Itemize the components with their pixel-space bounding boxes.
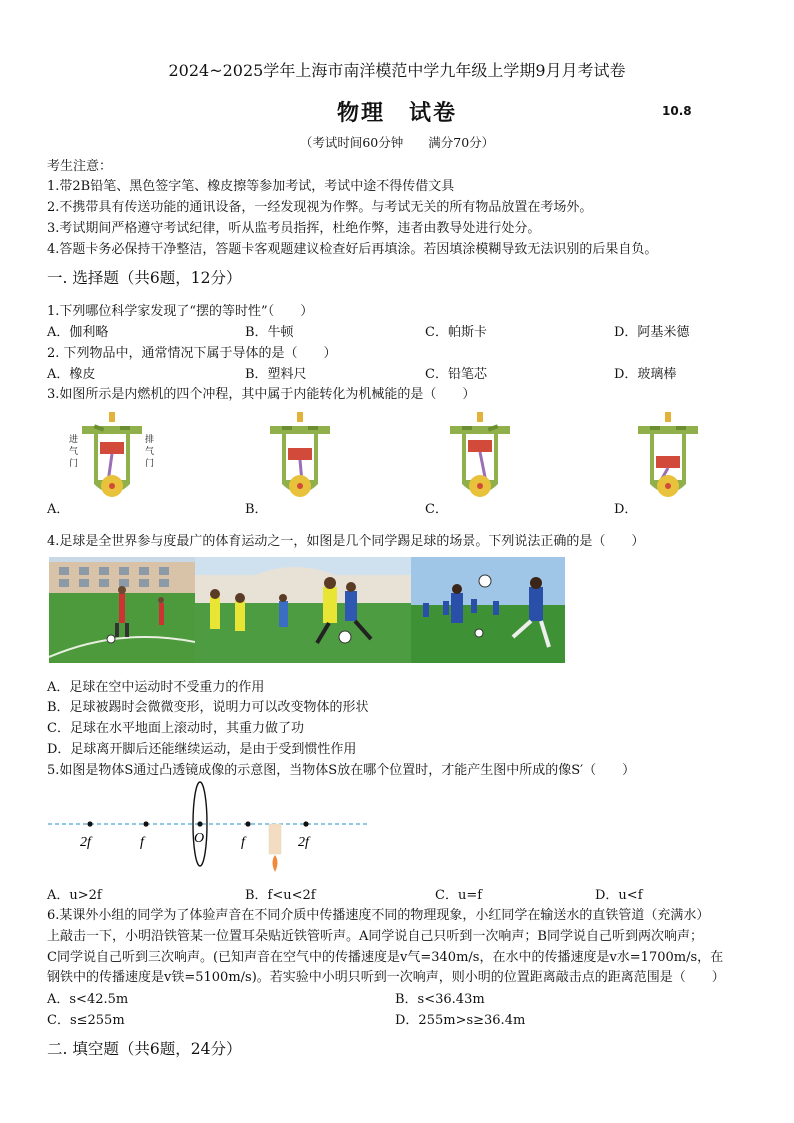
engine-figure-d [636, 412, 700, 508]
football-photo-3 [411, 557, 565, 663]
point-2f-right [303, 821, 308, 826]
q6-line-4: 钢铁中的传播速度是v铁=5100m/s)。若实验中小明只听到一次响声，则小明的位置距离敲击点的距离范围是（ ） [47, 970, 725, 985]
engine-diagram-icon [448, 412, 512, 508]
axis-label-o: O [194, 831, 205, 846]
q4-option-b: B．足球被踢时会微微变形，说明力可以改变物体的形状 [47, 700, 369, 715]
q1-option-d: D．阿基米德 [614, 325, 690, 340]
axis-label-f-left: f [140, 835, 144, 850]
q4-option-a: A．足球在空中运动时不受重力的作用 [47, 680, 265, 695]
q6-option-c: C．s≤255m [47, 1013, 125, 1028]
q5-option-d: D．u<f [595, 888, 643, 903]
q6-option-d: D．255m>s≥36.4m [395, 1013, 526, 1028]
intake-valve-label: 进气门 [69, 435, 79, 469]
point-2f-left [87, 821, 92, 826]
notice-heading: 考生注意： [47, 159, 113, 174]
q6-option-a: A．s<42.5m [47, 992, 129, 1007]
q5-option-a: A．u>2f [47, 888, 102, 903]
engine-diagram-icon [80, 412, 144, 508]
q4-option-d: D．足球离开脚后还能继续运动，是由于受到惯性作用 [47, 742, 357, 757]
convex-lens-diagram [48, 780, 378, 880]
q1-option-a: A．伽利略 [47, 325, 109, 340]
football-photo-1 [49, 557, 195, 663]
notice-item-3: 3.考试期间严格遵守考试纪律，听从监考员指挥，杜绝作弊，违者由教导处进行处分。 [47, 221, 541, 236]
q2-stem: 2. 下列物品中，通常情况下属于导体的是（ ） [47, 346, 337, 361]
q1-option-b: B．牛顿 [245, 325, 294, 340]
q6-option-b: B．s<36.43m [395, 992, 485, 1007]
q6-line-1: 6.某课外小组的同学为了体验声音在不同介质中传播速度不同的物理现象，小红同学在输送水的直铁管道（充满水） [47, 908, 710, 923]
football-photo-2 [195, 557, 411, 663]
point-f-right [245, 821, 250, 826]
q5-option-b: B．f<u<2f [245, 888, 316, 903]
q3-option-d: D． [614, 502, 638, 517]
q2-option-a: A．橡皮 [47, 367, 96, 382]
notice-item-4: 4.答题卡务必保持干净整洁，答题卡客观题建议检查好后再填涂。若因填涂模糊导致无法识别的后果自负。 [47, 242, 658, 257]
exam-info: （考试时间60分钟 满分70分） [299, 135, 495, 150]
q4-stem: 4.足球是全世界参与度最广的体育运动之一，如图是几个同学踢足球的场景。下列说法正确的是（ ） [47, 534, 645, 549]
engine-figure-b [268, 412, 332, 508]
q5-stem: 5.如图是物体S通过凸透镜成像的示意图，当物体S放在哪个位置时，才能产生图中所成的像S′（ ） [47, 763, 636, 778]
point-f-left [143, 821, 148, 826]
point-optical-center [197, 821, 202, 826]
exam-date: 10.8 [662, 104, 692, 118]
engine-diagram-icon [268, 412, 332, 508]
q6-line-3: C同学说自己听到三次响声。(已知声音在空气中的传播速度是v气=340m/s，在水中的传播速度是v水=1700m/s，在 [47, 950, 724, 965]
q2-option-b: B．塑料尺 [245, 367, 307, 382]
engine-figure-a [66, 412, 155, 508]
section-2-title: 二. 填空题（共6题，24分） [47, 1040, 242, 1058]
q2-option-c: C．铅笔芯 [425, 367, 487, 382]
axis-label-2f-left: 2f [80, 835, 91, 850]
q1-option-c: C．帕斯卡 [425, 325, 487, 340]
engine-figure-c [448, 412, 512, 508]
exhaust-valve-label: 排气门 [145, 435, 155, 469]
notice-item-1: 1.带2B铅笔、黑色签字笔、橡皮擦等参加考试，考试中途不得传借文具 [47, 179, 455, 194]
notice-item-2: 2.不携带具有传送功能的通讯设备，一经发现视为作弊。与考试无关的所有物品放置在考场外。 [47, 200, 593, 215]
q2-option-d: D．玻璃棒 [614, 367, 677, 382]
exam-title: 2024~2025学年上海市南洋模范中学九年级上学期9月月考试卷 [168, 61, 626, 80]
flame-icon [273, 855, 278, 872]
q3-option-b: B． [245, 502, 268, 517]
q3-stem: 3.如图所示是内燃机的四个冲程，其中属于内能转化为机械能的是（ ） [47, 387, 476, 402]
engine-diagram-icon [636, 412, 700, 508]
candle-image-icon [269, 824, 281, 854]
q3-option-c: C． [425, 502, 448, 517]
q3-option-a: A． [47, 502, 70, 517]
axis-label-f-right: f [241, 835, 245, 850]
q4-option-c: C．足球在水平地面上滚动时，其重力做了功 [47, 721, 304, 736]
q5-option-c: C．u=f [435, 888, 483, 903]
exam-subtitle: 物理 试卷 [336, 100, 457, 126]
q1-stem: 1.下列哪位科学家发现了“摆的等时性”（ ） [47, 304, 314, 319]
q6-line-2: 上敲击一下，小明沿铁管某一位置耳朵贴近铁管听声。A同学说自己只听到一次响声；B同学说自己听到两次响声； [47, 929, 703, 944]
section-1-title: 一. 选择题（共6题，12分） [47, 269, 242, 287]
axis-label-2f-right: 2f [298, 835, 309, 850]
